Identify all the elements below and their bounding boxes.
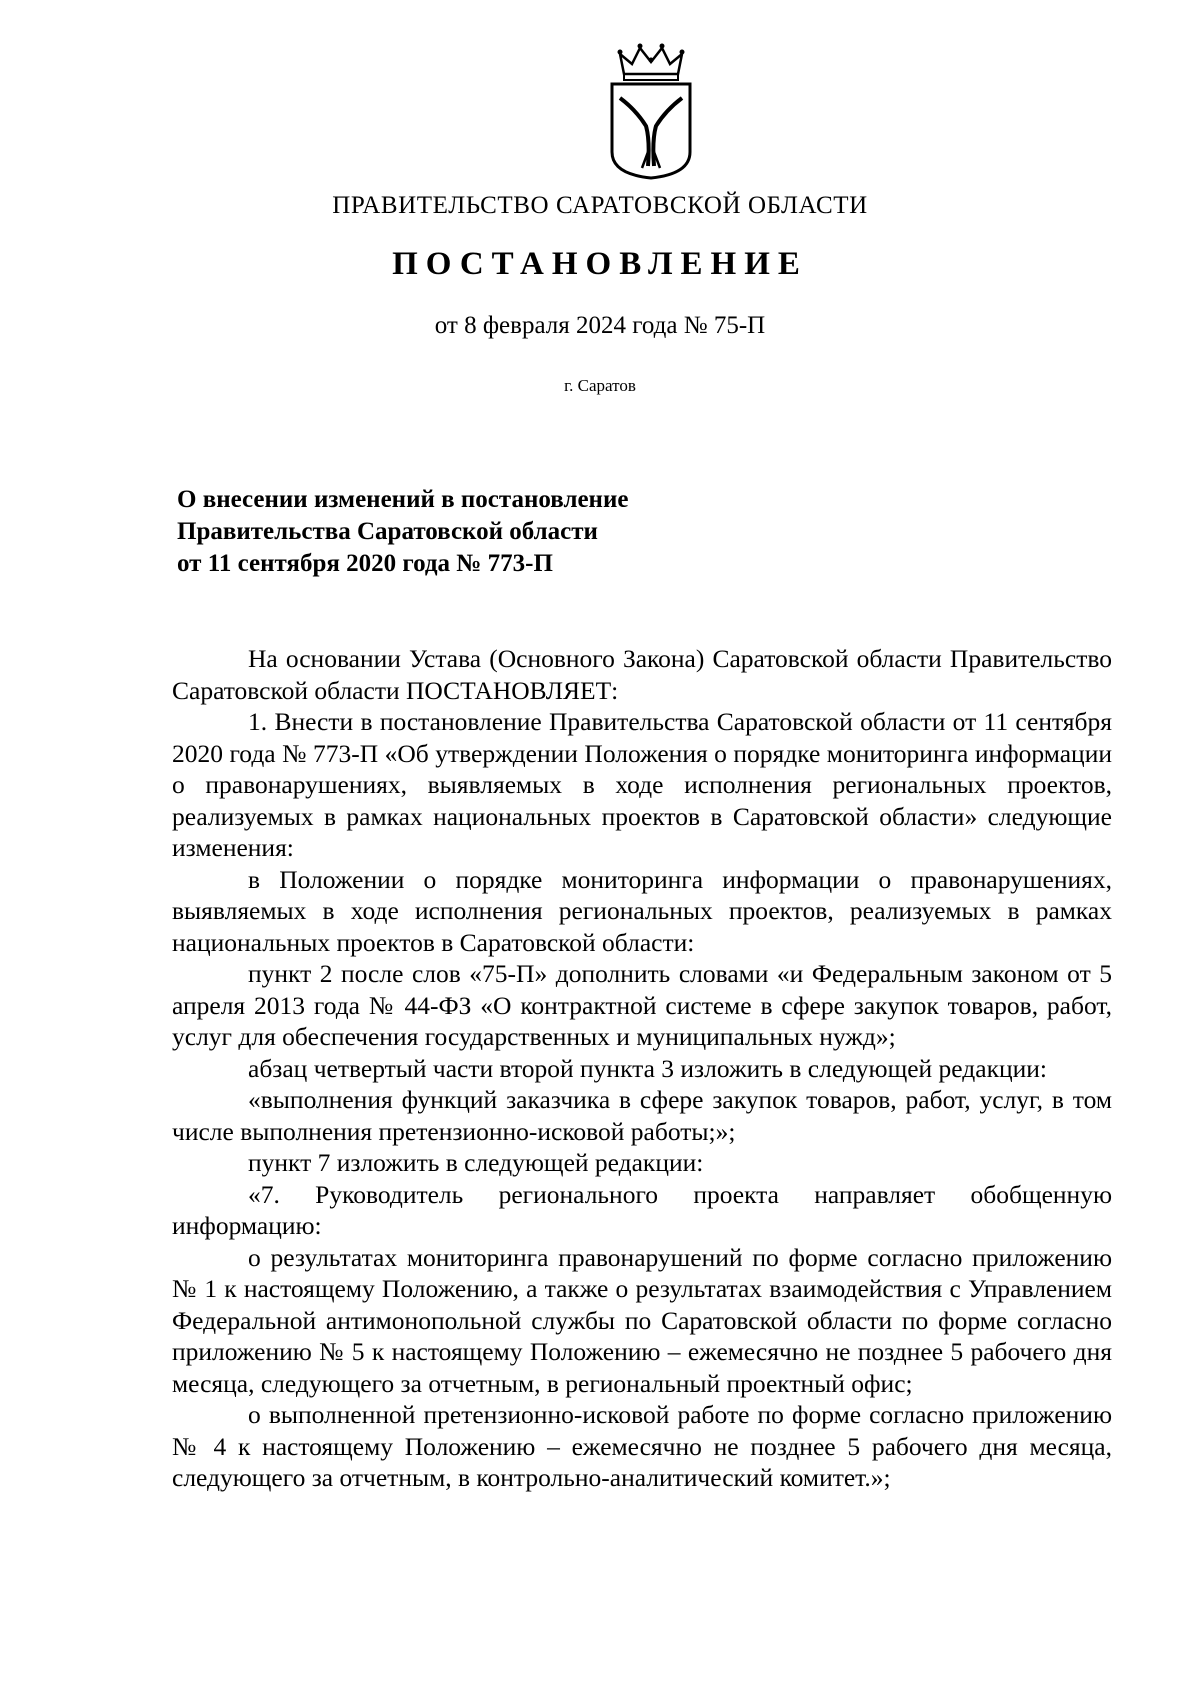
title-line-2: Правительства Саратовской области [177,518,598,545]
body-paragraph: абзац четвертый части второй пункта 3 изложить в следующей редакции: [248,1053,1047,1083]
document-title [177,484,628,580]
body-paragraph: пункт 2 после слов «75-П» дополнить словами «и Федеральным законом от 5 апреля 2013 года № 44-ФЗ «О контрактной системе в сфере закупок товаров, работ, услуг для обеспечения государственных и муниципальных нужд»; [172,959,1112,1051]
body-paragraph: На основании Устава (Основного Закона) Саратовской области Правительство Саратовской области ПОСТАНОВЛЯЕТ: [172,644,1112,705]
document-body [172,643,1112,1494]
document-date-number: от 8 февраля 2024 года № 75-П [434,312,766,339]
body-paragraph: «7. Руководитель регионального проекта направляет обобщенную информацию: [172,1179,1112,1240]
body-paragraph: о результатах мониторинга правонарушений по форме согласно приложению № 1 к настоящему Положению, а также о результатах взаимодействия с Управлением Федеральной антимонопольной службы по Саратовской области по форме согласно приложению № 5 к настоящему Положению – ежемесячно не позднее 5 рабочего дня месяца, следующего за отчетным, в региональный проектный офис; [172,1242,1112,1398]
body-paragraph: «выполнения функций заказчика в сфере закупок товаров, работ, услуг, в том числе выполнения претензионно-исковой работы;»; [172,1085,1112,1146]
body-paragraph: в Положении о порядке мониторинга информации о правонарушениях, выявляемых в ходе исполнения региональных проектов, реализуемых в рамках национальных проектов в Саратовской области: [172,864,1112,957]
document-type: ПОСТАНОВЛЕНИЕ [392,246,808,282]
title-line-3: от 11 сентября 2020 года № 773-П [177,550,553,577]
body-paragraph: пункт 7 изложить в следующей редакции: [248,1148,704,1177]
coat-of-arms-icon [606,40,696,180]
body-paragraph: 1. Внести в постановление Правительства Саратовской области от 11 сентября 2020 года № 773-П «Об утверждении Положения о порядке мониторинга информации о правонарушениях, выявляемых в ходе исполнения региональных проектов, реализуемых в рамках национальных проектов в Саратовской области» следующие изменения: [172,707,1112,862]
organization-name: ПРАВИТЕЛЬСТВО САРАТОВСКОЙ ОБЛАСТИ [332,192,868,219]
title-line-1: О внесении изменений в постановление [177,486,629,513]
body-paragraph: о выполненной претензионно-исковой работе по форме согласно приложению № 4 к настоящему Положению – ежемесячно не позднее 5 рабочего дня месяца, следующего за отчетным, в контрольно-аналитический комитет.»; [172,1400,1112,1492]
document-city: г. Саратов [564,376,636,395]
